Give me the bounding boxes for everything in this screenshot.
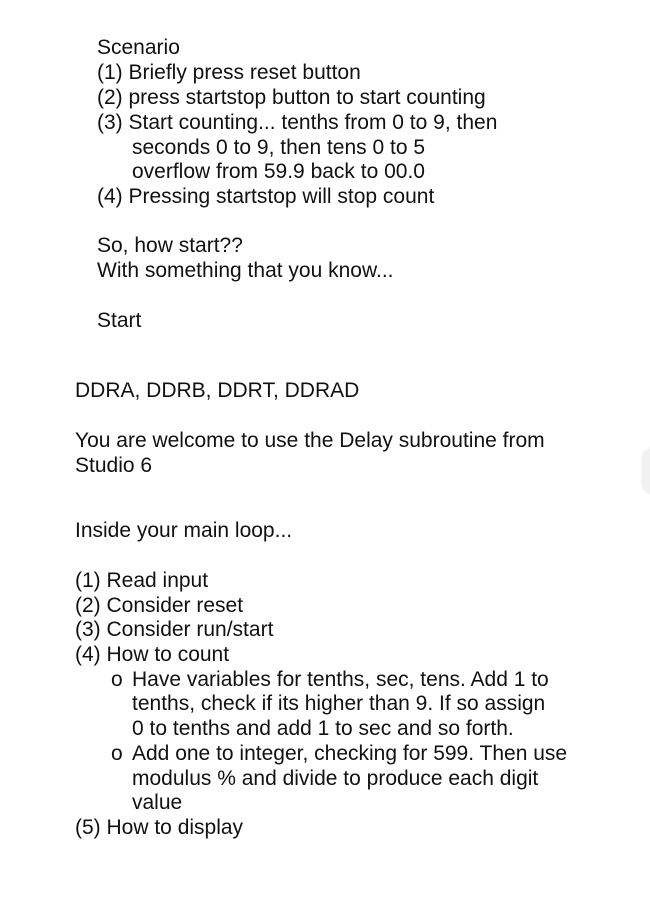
scenario-question: So, how start?? (97, 234, 243, 257)
main-loop-item: (4) How to count (75, 643, 230, 666)
scenario-step: (3) Start counting... tenths from 0 to 9, then (97, 111, 498, 134)
bullet-marker: o (111, 668, 123, 691)
delay-note-line: You are welcome to use the Delay subroutine from (75, 429, 545, 452)
bullet-line: Add one to integer, checking for 599. Then use (132, 742, 568, 765)
delay-note-line: Studio 6 (75, 454, 153, 477)
main-loop-item: (2) Consider reset (75, 594, 244, 617)
scenario-step: (1) Briefly press reset button (97, 61, 361, 84)
registers-line: DDRA, DDRB, DDRT, DDRAD (75, 379, 360, 402)
scenario-heading: Scenario (97, 36, 180, 59)
scenario-step-continuation: overflow from 59.9 back to 00.0 (132, 160, 425, 183)
main-loop-item: (1) Read input (75, 569, 209, 592)
scenario-step: (2) press startstop button to start counting (97, 86, 486, 109)
bullet-line: Have variables for tenths, sec, tens. Add 1 to (132, 668, 549, 691)
bullet-line: value (132, 791, 183, 814)
start-label: Start (97, 309, 142, 332)
bullet-line: modulus % and divide to produce each digit (132, 767, 539, 790)
main-loop-item: (5) How to display (75, 816, 244, 839)
main-loop-heading: Inside your main loop... (75, 519, 293, 542)
scenario-step: (4) Pressing startstop will stop count (97, 185, 435, 208)
bullet-line: 0 to tenths and add 1 to sec and so forth. (132, 717, 514, 740)
bullet-marker: o (111, 742, 123, 765)
main-loop-item: (3) Consider run/start (75, 618, 274, 641)
scenario-step-continuation: seconds 0 to 9, then tens 0 to 5 (132, 136, 426, 159)
scenario-hint: With something that you know... (97, 259, 394, 282)
scroll-handle[interactable] (642, 448, 650, 494)
bullet-line: tenths, check if its higher than 9. If so assign (132, 692, 546, 715)
